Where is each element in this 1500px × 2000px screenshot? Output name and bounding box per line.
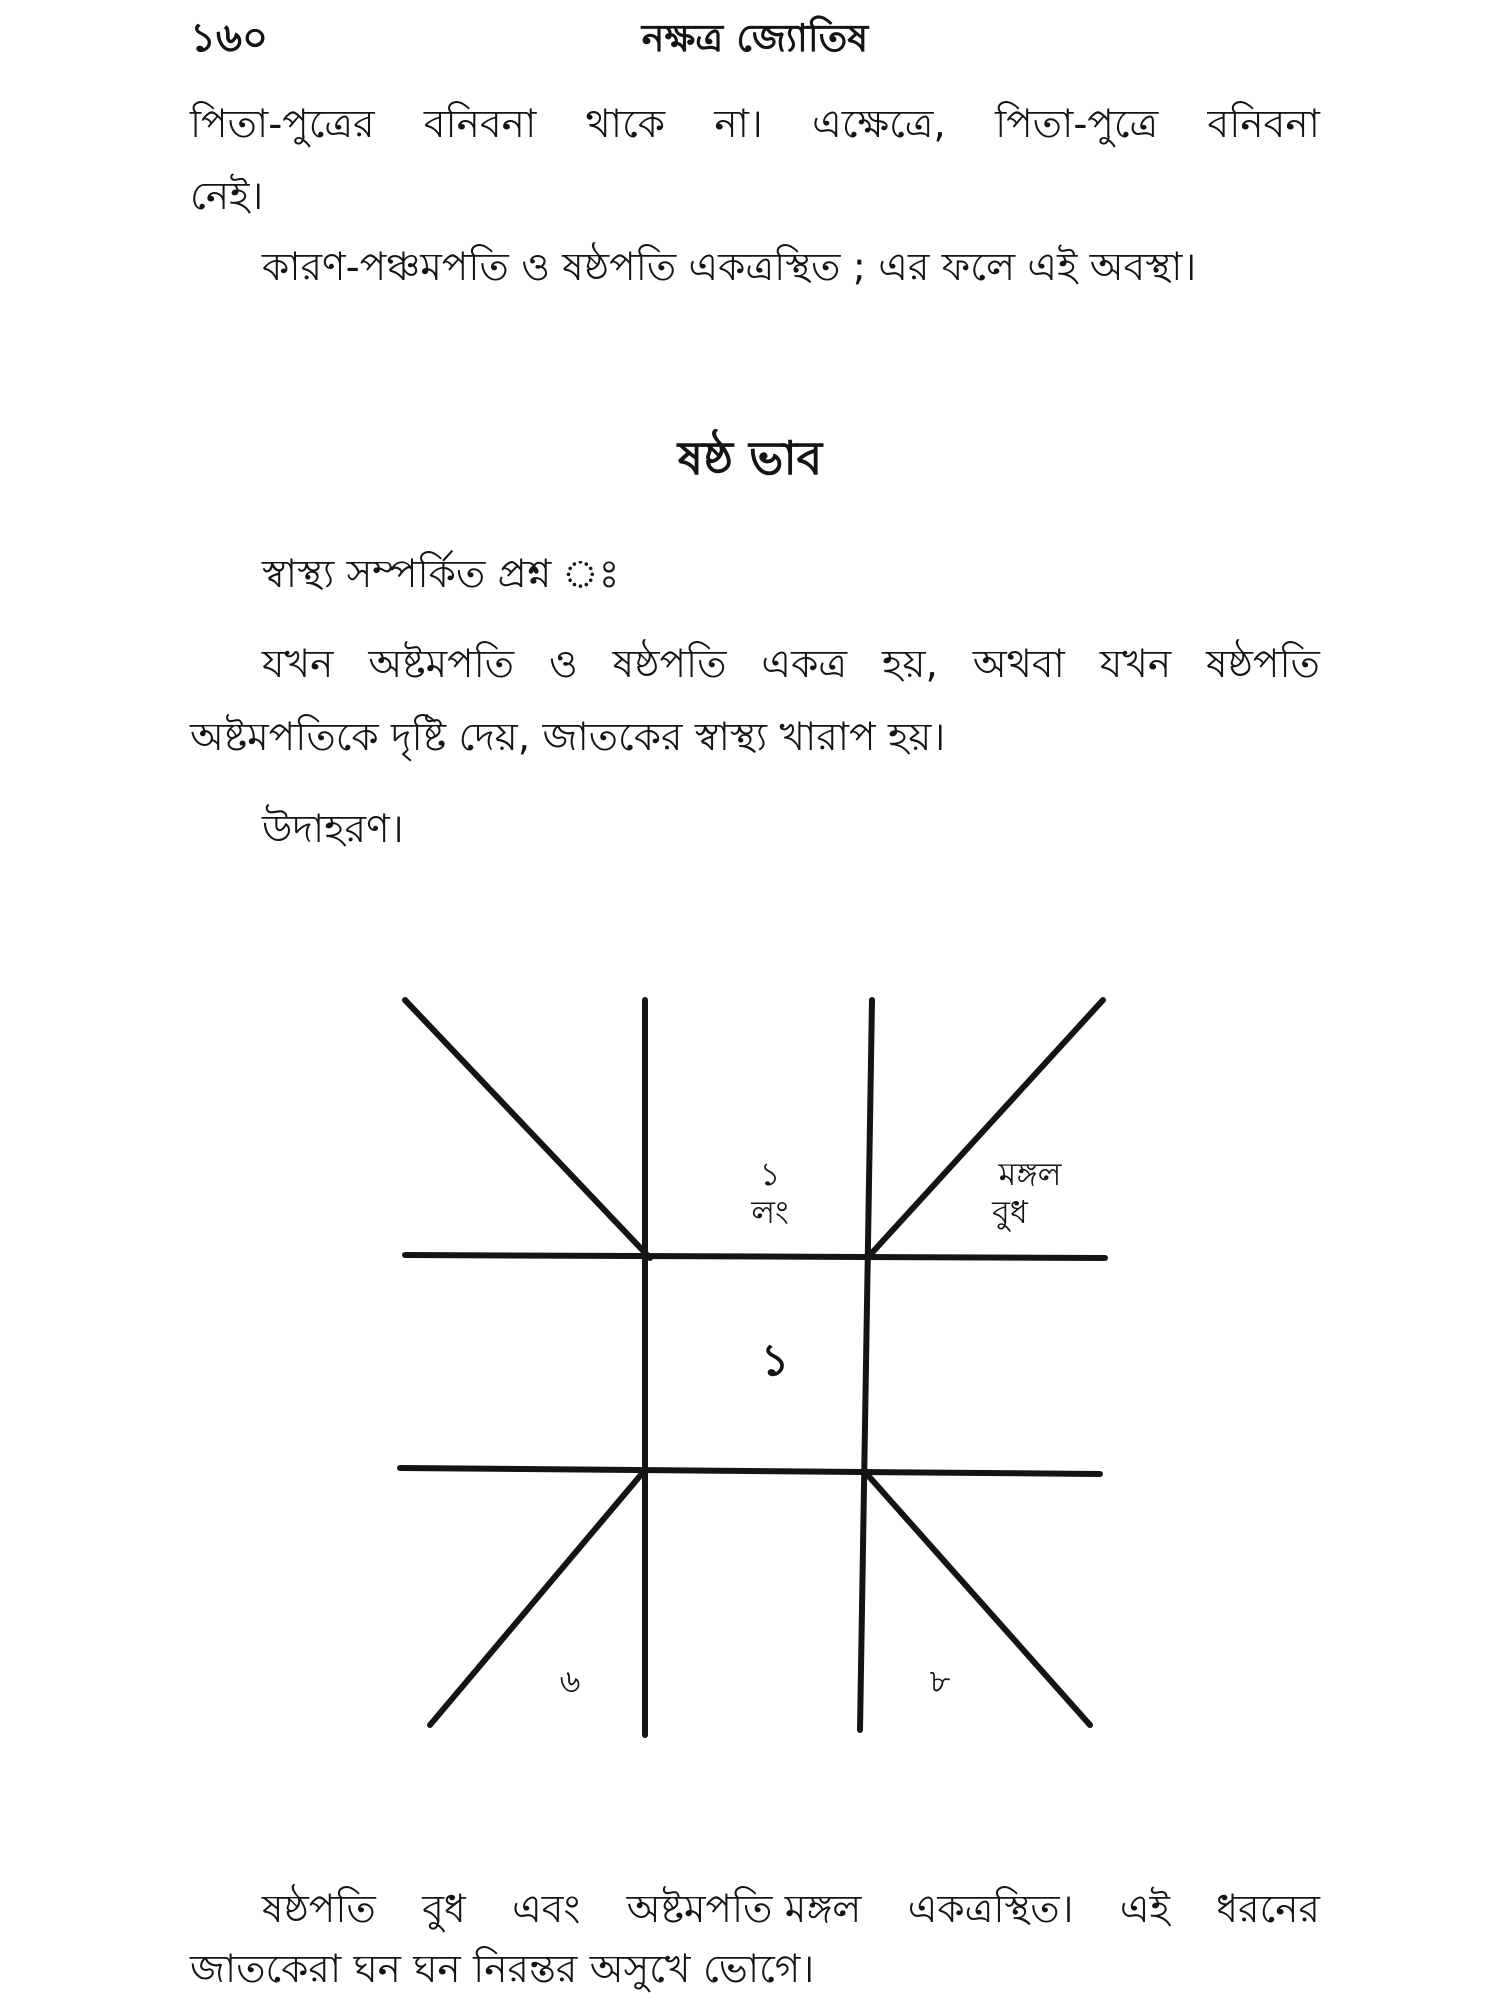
word: হয়, bbox=[881, 642, 938, 687]
word: এবং bbox=[512, 1887, 581, 1932]
paragraph-3-line-2: অষ্টমপতিকে দৃষ্টি দেয়, জাতকের স্বাস্থ্য খারাপ হয়। bbox=[190, 715, 946, 760]
chart-horizontal-line-top bbox=[405, 1255, 1105, 1258]
word: ও bbox=[548, 642, 578, 687]
word: বনিবনা bbox=[1207, 102, 1320, 147]
word: এই bbox=[1119, 1887, 1170, 1932]
chart-diagonal-top-left bbox=[405, 1000, 650, 1258]
chart-horizontal-line-bottom bbox=[400, 1468, 1100, 1474]
word: যখন bbox=[262, 642, 334, 687]
chart-house-2-planet-mercury: বুধ bbox=[992, 1193, 1028, 1231]
word: ষষ্ঠপতি bbox=[262, 1887, 376, 1932]
word: অষ্টমপতি bbox=[368, 642, 515, 687]
paragraph-1-line-2: নেই। bbox=[190, 174, 264, 219]
word: ষষ্ঠপতি bbox=[612, 642, 727, 687]
word: না। bbox=[714, 102, 763, 147]
page-number: ১৬০ bbox=[190, 15, 268, 61]
paragraph-3-line-1 bbox=[262, 640, 1320, 690]
word: বুধ bbox=[422, 1887, 466, 1932]
running-title: নক্ষত্র জ্যোতিষ bbox=[641, 16, 869, 60]
word: একত্রস্থিত। bbox=[907, 1887, 1074, 1932]
word: যখন bbox=[1099, 642, 1172, 687]
word: পিতা-পুত্রের bbox=[190, 102, 375, 147]
chart-center-number: ১ bbox=[760, 1335, 790, 1386]
word: ষষ্ঠপতি bbox=[1206, 642, 1320, 687]
paragraph-4: উদাহরণ। bbox=[262, 807, 404, 852]
chart-diagonal-bottom-left bbox=[430, 1470, 645, 1725]
chart-house-8-number: ৮ bbox=[929, 1662, 951, 1700]
word: অথবা bbox=[972, 642, 1065, 687]
word: থাকে bbox=[585, 102, 666, 147]
paragraph-2: কারণ-পঞ্চমপতি ও ষষ্ঠপতি একত্রস্থিত ; এর ফলে এই অবস্থা। bbox=[262, 245, 1197, 290]
paragraph-1-line-1 bbox=[190, 100, 1320, 150]
word: বনিবনা bbox=[423, 102, 537, 147]
word: অষ্টমপতি মঙ্গল bbox=[626, 1887, 862, 1932]
paragraph-5-line-2: জাতকেরা ঘন ঘন নিরন্তর অসুখে ভোগে। bbox=[190, 1947, 815, 1992]
word: একত্র bbox=[761, 642, 848, 687]
chart-diagonal-bottom-right bbox=[865, 1472, 1090, 1725]
chart-vertical-line-right bbox=[860, 1000, 872, 1730]
chart-house-1-note: লং bbox=[751, 1193, 789, 1231]
chart-house-6-number: ৬ bbox=[559, 1662, 581, 1700]
word: পিতা-পুত্রে bbox=[995, 102, 1159, 147]
word: ধরনের bbox=[1216, 1887, 1320, 1932]
section-heading: ষষ্ঠ ভাব bbox=[677, 431, 823, 485]
word: এক্ষেত্রে, bbox=[812, 102, 946, 147]
chart-house-1-number: ১ bbox=[759, 1155, 781, 1193]
subheading: স্বাস্থ্য সম্পর্কিত প্রশ্ন ঃ bbox=[262, 552, 620, 597]
paragraph-5-line-1 bbox=[262, 1885, 1320, 1935]
chart-house-2-planet-mars: মঙ্গল bbox=[998, 1155, 1062, 1193]
page-header bbox=[190, 8, 1320, 68]
